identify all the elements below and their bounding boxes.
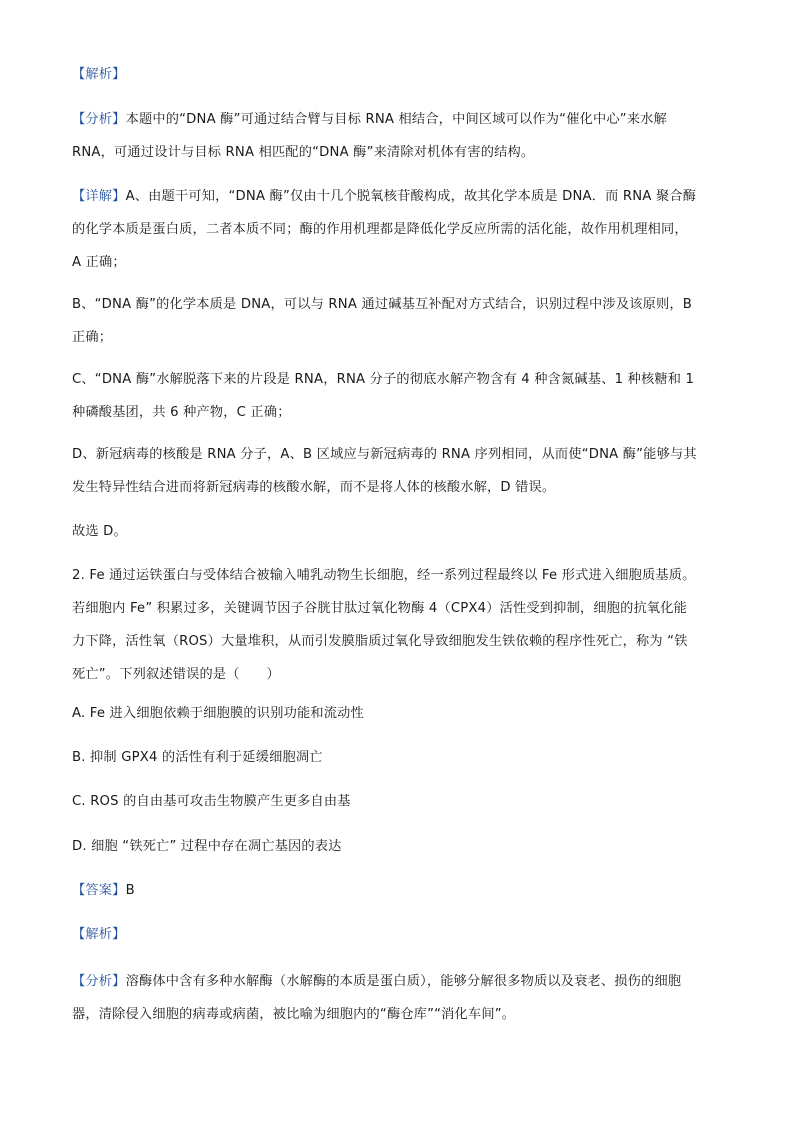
answer-value: B <box>125 883 135 898</box>
analysis-paragraph-1 <box>72 103 722 169</box>
detail-paragraph-b <box>72 288 722 354</box>
detail-b-line-2: 正确； <box>72 330 113 345</box>
detail-d-line-2: 发生特异性结合进而将新冠病毒的核酸水解，而不是将人体的核酸水解，D 错误。 <box>72 480 556 495</box>
question-2-stem <box>72 559 722 691</box>
detail-paragraph-d <box>72 438 722 504</box>
option-a: A. Fe 进入细胞依赖于细胞膜的识别功能和流动性 <box>72 706 364 721</box>
detail-a-text-1: A、由题干可知，“DNA 酶”仅由十几个脱氧核苷酸构成，故其化学本质是 DNA．而 RNA 聚合酶 <box>125 189 697 204</box>
analysis-text-1: 本题中的“DNA 酶”可通过结合臂与目标 RNA 相结合，中间区域可以作为“催化中心”来水解 <box>125 112 667 127</box>
question-2-line-3: 力下降，活性氧（ROS）大量堆积，从而引发膜脂质过氧化导致细胞发生铁依赖的程序性死亡，称为 “铁 <box>72 634 688 649</box>
analysis-2-line-2: 器，清除侵入细胞的病毒或病菌，被比喻为细胞内的“酶仓库”“消化车间”。 <box>72 1007 516 1022</box>
detail-d-line-1: D、新冠病毒的核酸是 RNA 分子，A、B 区域应与新冠病毒的 RNA 序列相同，从而使“DNA 酶”能够与其 <box>72 447 697 462</box>
analysis-line-1 <box>72 103 722 136</box>
answer-tag: 【答案】 <box>72 883 126 898</box>
detail-tag: 【详解】 <box>72 189 126 204</box>
question-2-line-2: 若细胞内 Fe” 积累过多，关键调节因子谷胱甘肽过氧化物酶 4（CPX4）活性受到抑制，细胞的抗氧化能 <box>72 601 688 616</box>
detail-c-line-1: C、“DNA 酶”水解脱落下来的片段是 RNA，RNA 分子的彻底水解产物含有 4 种含氮碱基、1 种核糖和 1 <box>72 372 695 387</box>
option-d: D. 细胞 “铁死亡” 过程中存在凋亡基因的表达 <box>72 839 342 854</box>
detail-paragraph-c <box>72 363 722 429</box>
analysis-tag: 【分析】 <box>72 112 126 127</box>
jiexi-tag-2: 【解析】 <box>72 927 126 942</box>
jiexi-tag: 【解析】 <box>72 67 126 82</box>
detail-a-line-1 <box>72 180 722 213</box>
jiexi-heading-2 <box>72 918 722 951</box>
analysis-tag-2: 【分析】 <box>72 974 126 989</box>
detail-c-line-2: 种磷酸基团，共 6 种产物，C 正确； <box>72 405 291 420</box>
detail-a-line-2: 的化学本质是蛋白质，二者本质不同；酶的作用机理都是降低化学反应所需的活化能，故作用机理相同， <box>72 222 688 237</box>
jiexi-heading-1 <box>72 58 722 91</box>
answer-line <box>72 874 722 907</box>
detail-paragraph-a <box>72 180 722 279</box>
question-2-line-1: 2. Fe 通过运铁蛋白与受体结合被输入哺乳动物生长细胞，经一系列过程最终以 Fe 形式进入细胞质基质。 <box>72 568 696 583</box>
analysis-2-line-1 <box>72 965 722 998</box>
analysis-paragraph-2 <box>72 965 722 1031</box>
analysis-2-text-1: 溶酶体中含有多种水解酶（水解酶的本质是蛋白质），能够分解很多物质以及衰老、损伤的细胞 <box>125 974 682 989</box>
question-2-line-4: 死亡”。下列叙述错误的是（ ） <box>72 667 280 682</box>
choose-line: 故选 D。 <box>72 524 127 539</box>
option-b: B. 抑制 GPX4 的活性有利于延缓细胞凋亡 <box>72 750 323 765</box>
option-c: C. ROS 的自由基可攻击生物膜产生更多自由基 <box>72 794 351 809</box>
analysis-line-2: RNA，可通过设计与目标 RNA 相匹配的“DNA 酶”来清除对机体有害的结构。 <box>72 145 535 160</box>
detail-a-line-3: A 正确； <box>72 255 126 270</box>
detail-b-line-1: B、“DNA 酶”的化学本质是 DNA，可以与 RNA 通过碱基互补配对方式结合，识别过程中涉及该原则，B <box>72 297 693 312</box>
